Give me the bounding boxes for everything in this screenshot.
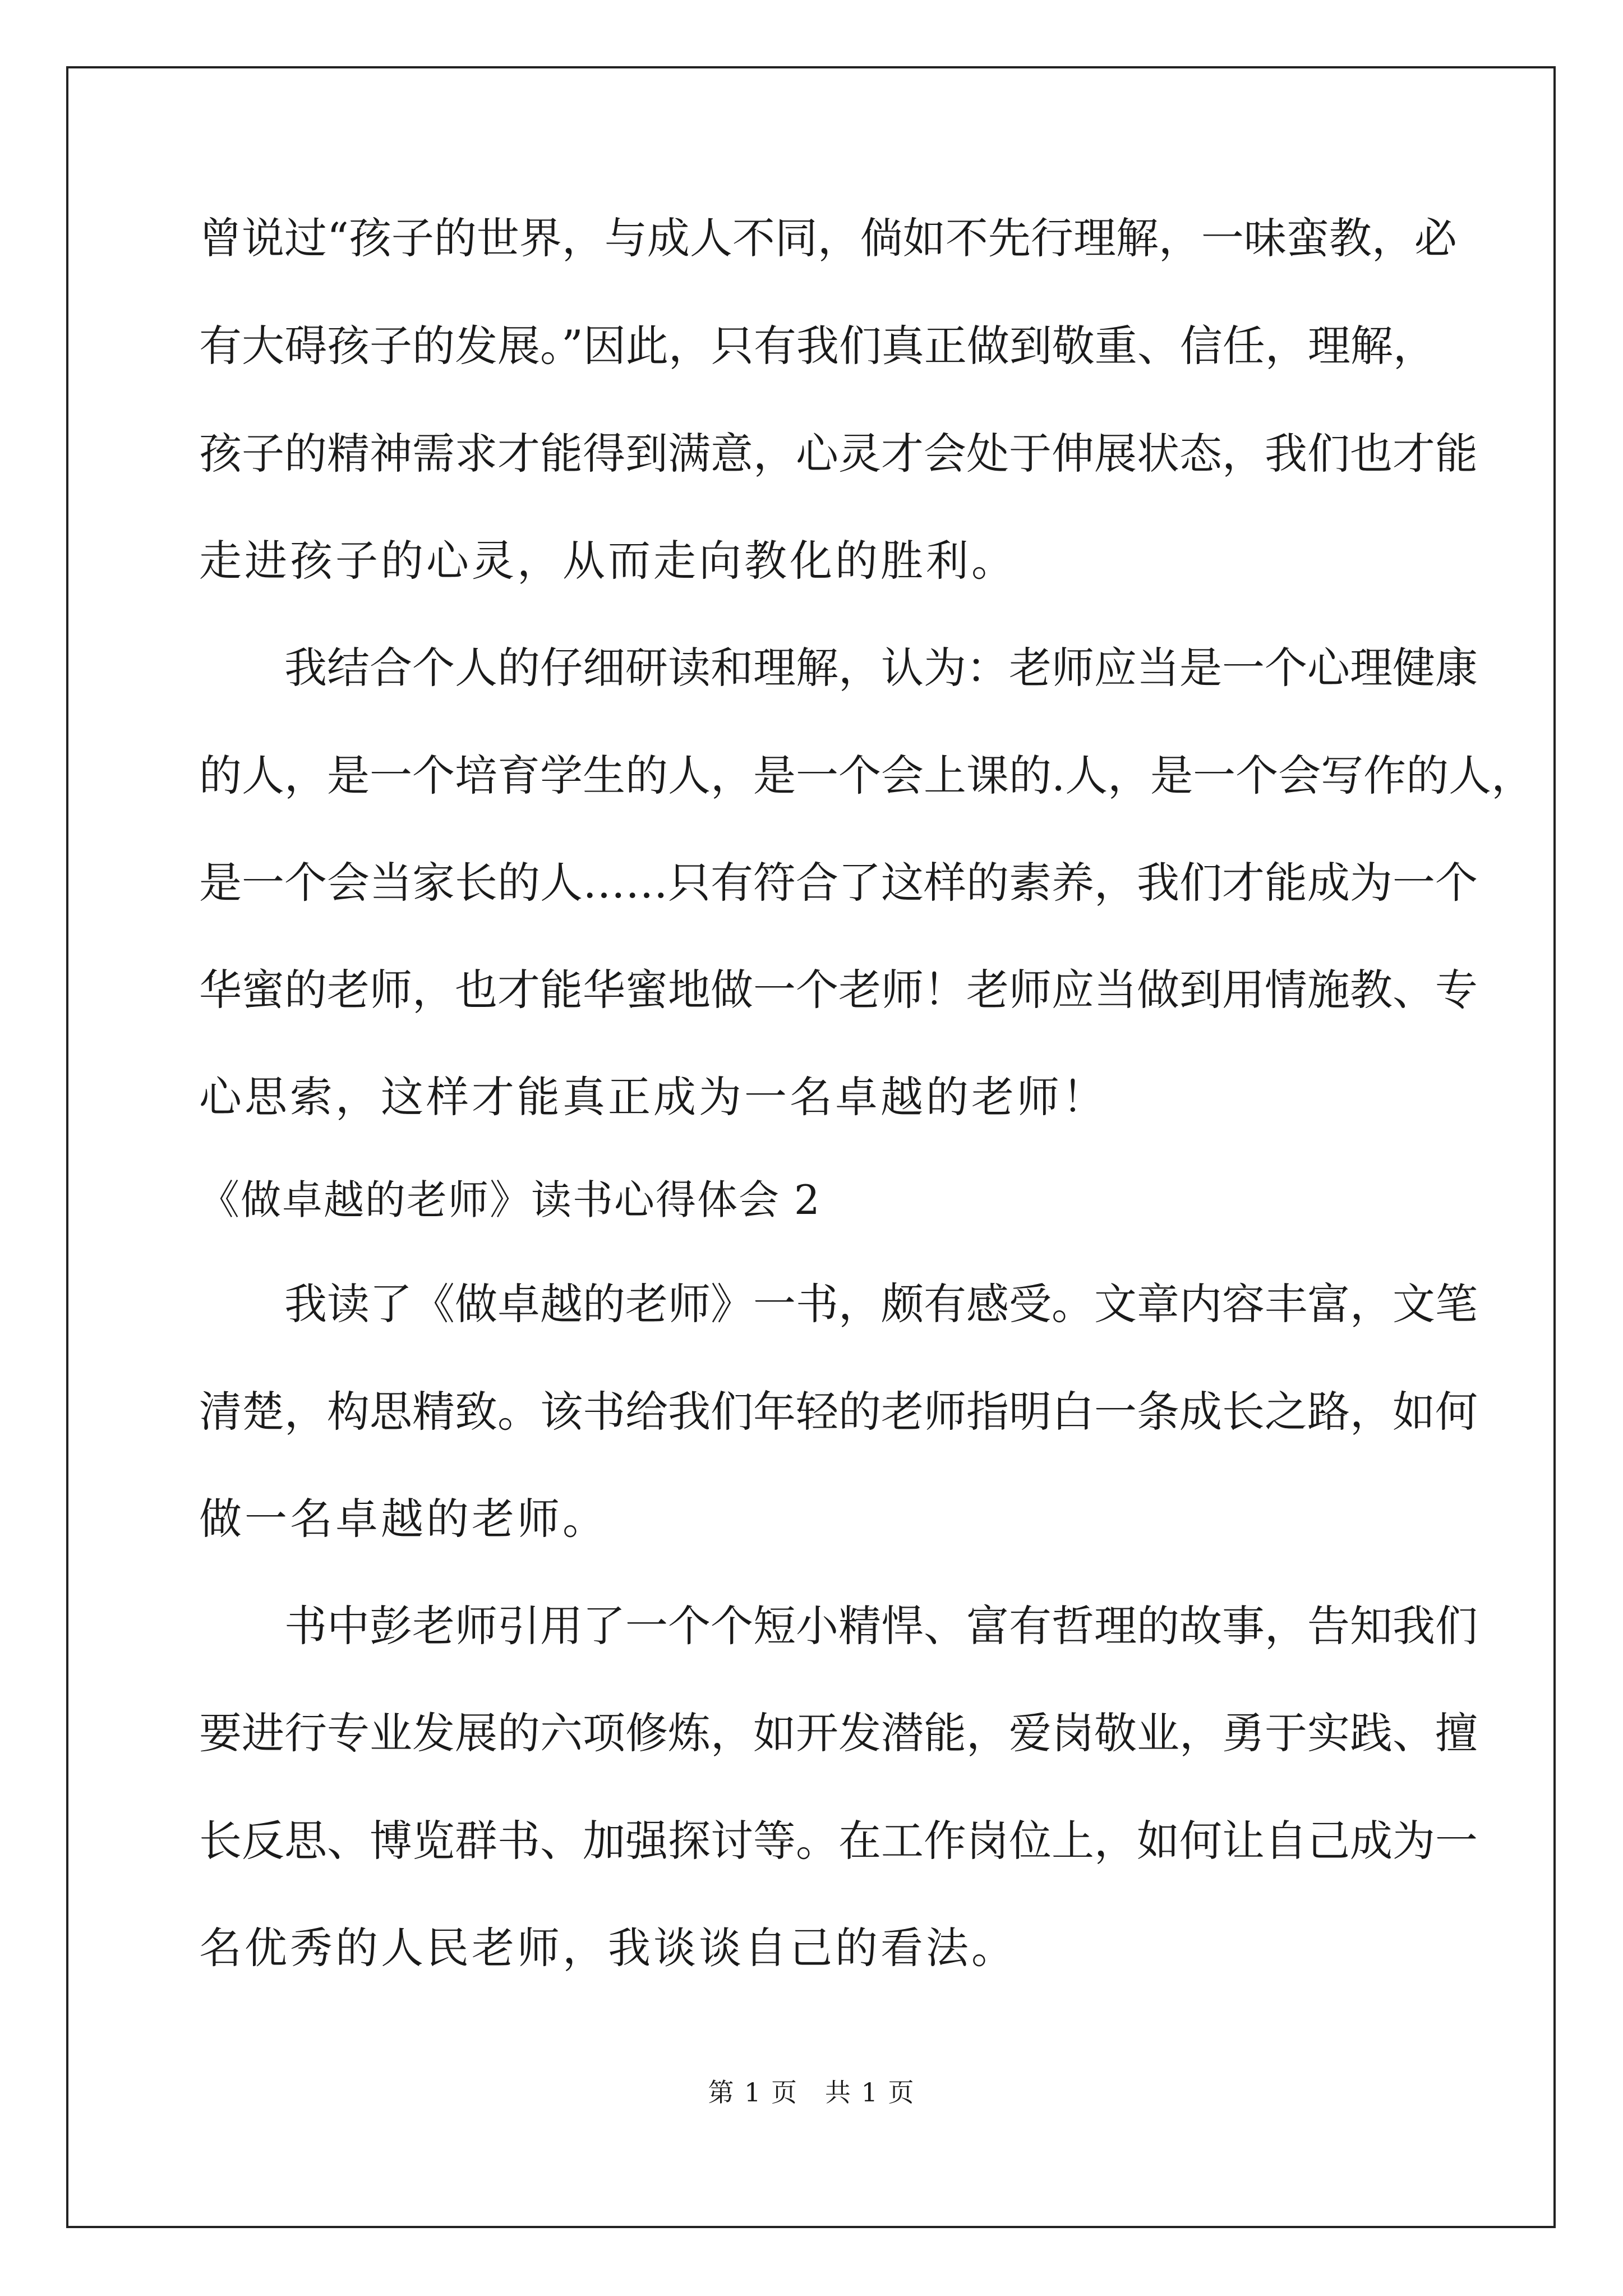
section-heading: 《做卓越的老师》读书心得体会 2	[199, 1176, 821, 1223]
page-total: 共 1 页	[825, 2077, 915, 2108]
page-number: 第 1 页	[708, 2077, 798, 2108]
paragraph-line: 我读了《做卓越的老师》一书，颇有感受。文章内容丰富，文笔	[284, 1279, 1478, 1329]
paragraph-line: 孩子的精神需求才能得到满意，心灵才会处于伸展状态，我们也才能	[199, 429, 1478, 478]
paragraph-line: 走进孩子的心灵，从而走向教化的胜利。	[199, 536, 1017, 586]
paragraph-line: 书中彭老师引用了一个个短小精悍、富有哲理的故事，告知我们	[284, 1601, 1478, 1651]
paragraph-line: 华蜜的老师，也才能华蜜地做一个老师！老师应当做到用情施教、专	[199, 965, 1478, 1015]
paragraph-line: 心思索，这样才能真正成为一名卓越的老师！	[199, 1072, 1108, 1122]
paragraph-line: 要进行专业发展的六项修炼，如开发潜能，爱岗敬业，勇于实践、擅	[199, 1708, 1478, 1758]
paragraph-line: 做一名卓越的老师。	[199, 1494, 608, 1544]
paragraph-line: 曾说过“孩子的世界，与成人不同，倘如不先行理解，一味蛮教，必	[199, 213, 1457, 263]
paragraph-line: 我结合个人的仔细研读和理解，认为：老师应当是一个心理健康	[284, 643, 1478, 693]
page-border	[66, 66, 1556, 2228]
page-footer	[0, 2076, 1623, 2109]
paragraph-line: 的人，是一个培育学生的人，是一个会上课的.人，是一个会写作的人，	[199, 751, 1534, 800]
paragraph-line: 清楚，构思精致。该书给我们年轻的老师指明白一条成长之路，如何	[199, 1387, 1478, 1437]
paragraph-line: 长反思、博览群书、加强探讨等。在工作岗位上，如何让自己成为一	[199, 1816, 1478, 1866]
paragraph-line: 有大碍孩子的发展。”因此，只有我们真正做到敬重、信任，理解，	[199, 321, 1436, 371]
paragraph-line: 名优秀的人民老师，我谈谈自己的看法。	[199, 1923, 1017, 1973]
paragraph-line: 是一个会当家长的人……只有符合了这样的素养，我们才能成为一个	[199, 858, 1478, 908]
